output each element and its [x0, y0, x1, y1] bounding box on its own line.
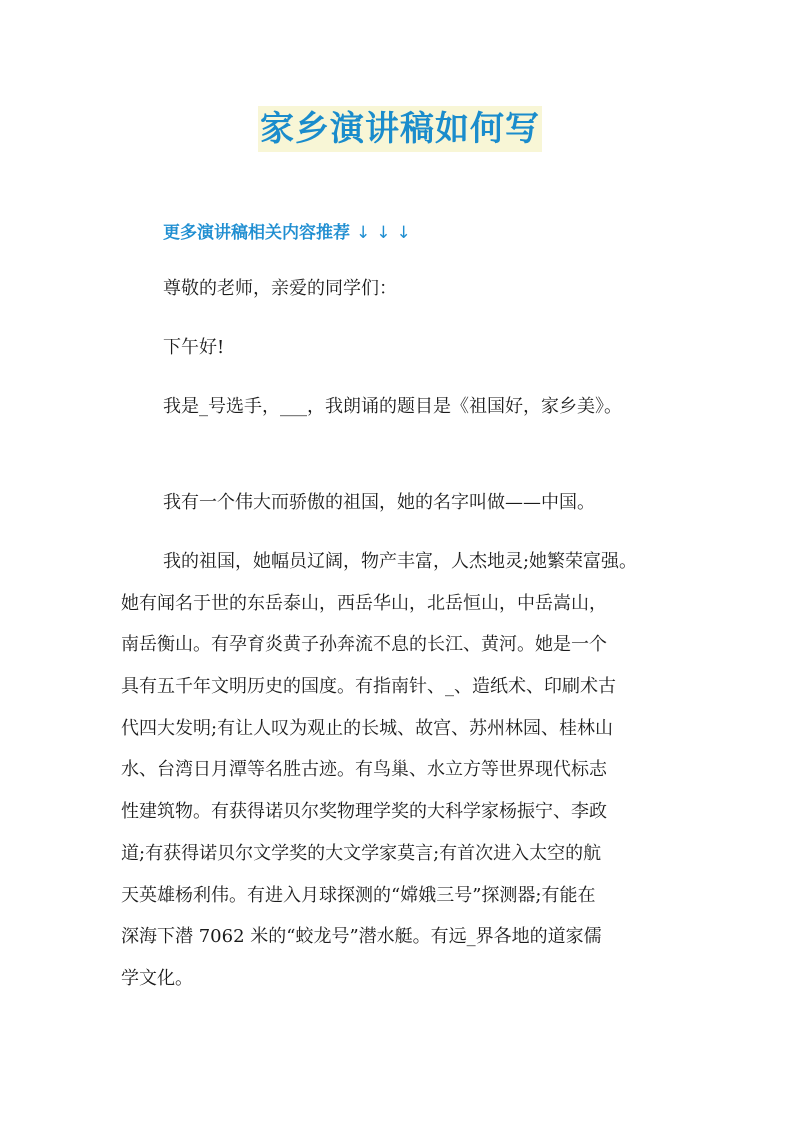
title-container: [0, 106, 800, 152]
body-paragraph-line: 我的祖国，她幅员辽阔，物产丰富，人杰地灵;她繁荣富强。: [163, 551, 638, 572]
body-paragraph-line: 水、台湾日月潭等名胜古迹。有鸟巢、水立方等世界现代标志: [121, 759, 607, 780]
greeting-line: 尊敬的老师，亲爱的同学们：: [163, 278, 397, 299]
body-paragraph-line: 具有五千年文明历史的国度。有指南针、_、造纸术、印刷术古: [121, 676, 616, 697]
body-paragraph-line: 深海下潜 7062 米的“蛟龙号”潜水艇。有远_界各地的道家儒: [121, 926, 602, 947]
body-paragraph-line: 她有闻名于世的东岳泰山，西岳华山，北岳恒山，中岳嵩山，: [121, 593, 607, 614]
recommend-link[interactable]: [163, 221, 411, 245]
intro-line: 我是_号选手，___，我朗诵的题目是《祖国好，家乡美》。: [163, 396, 622, 417]
body-paragraph-line: 我有一个伟大而骄傲的祖国，她的名字叫做——中国。: [163, 492, 595, 513]
salutation-line: 下午好!: [163, 337, 225, 358]
body-paragraph-line: 天英雄杨利伟。有进入月球探测的“嫦娥三号”探测器;有能在: [121, 885, 596, 906]
body-paragraph-line: 代四大发明;有让人叹为观止的长城、故宫、苏州林园、桂林山: [121, 718, 614, 739]
body-paragraph-line: 学文化。: [121, 968, 193, 989]
recommend-link-label: 更多演讲稿相关内容推荐: [163, 223, 350, 243]
body-paragraph-line: 南岳衡山。有孕育炎黄子孙奔流不息的长江、黄河。她是一个: [121, 634, 607, 655]
arrow-down-icon: ↓: [356, 223, 371, 243]
body-paragraph-line: 性建筑物。有获得诺贝尔奖物理学奖的大科学家杨振宁、李政: [121, 801, 607, 822]
arrow-down-icon: ↓: [396, 223, 411, 243]
body-paragraph-line: 道;有获得诺贝尔文学奖的大文学家莫言;有首次进入太空的航: [121, 843, 602, 864]
arrow-down-icon: ↓: [376, 223, 391, 243]
document-title: 家乡演讲稿如何写: [258, 106, 542, 152]
